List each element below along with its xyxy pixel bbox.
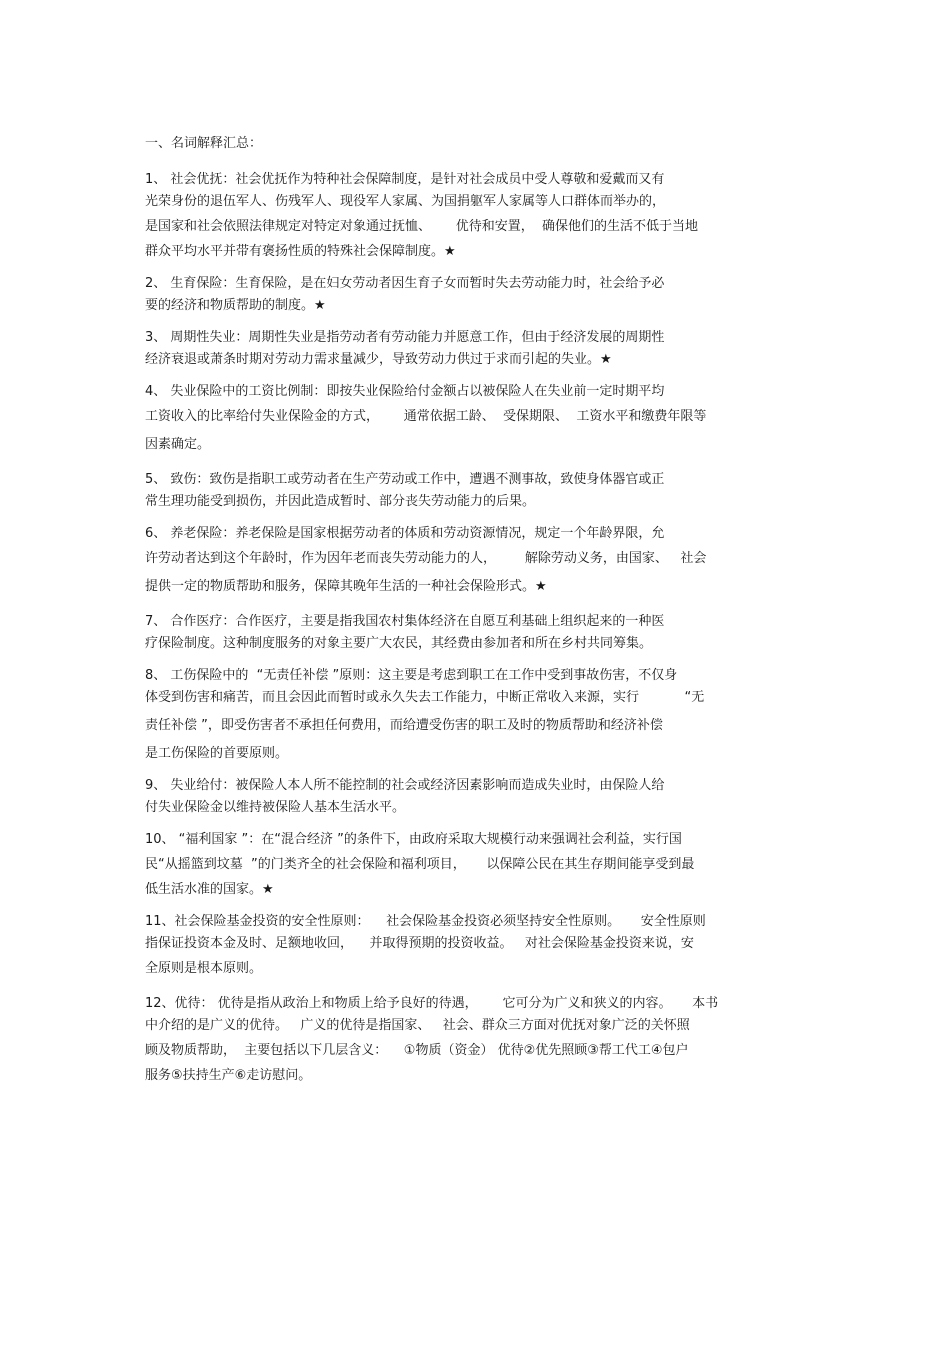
definition-entry-5 bbox=[145, 469, 815, 513]
definition-entry-11 bbox=[145, 911, 815, 983]
entry-line: 全原则是根本原则。 bbox=[145, 961, 263, 976]
entry-line: 光荣身份的退伍军人、伤残军人、现役军人家属、为国捐躯军人家属等人口群体而举办的， bbox=[145, 194, 666, 209]
entry-line: 要的经济和物质帮助的制度。★ bbox=[145, 298, 326, 313]
entry-line: 民“从摇篮到坟墓 ”的门类齐全的社会保险和福利项目， 以保障公民在其生存期间能享受到最 bbox=[145, 857, 695, 872]
entry-line: 是国家和社会依照法律规定对特定对象通过抚恤、 优待和安置， 确保他们的生活不低于当地 bbox=[145, 219, 699, 234]
entry-line: 体受到伤害和痛苦，而且会因此而暂时或永久失去工作能力，中断正常收入来源，实行 “无 bbox=[145, 690, 705, 705]
entry-line: 3、 周期性失业：周期性失业是指劳动者有劳动能力并愿意工作，但由于经济发展的周期性 bbox=[145, 330, 665, 345]
entry-line: 6、 养老保险：养老保险是国家根据劳动者的体质和劳动资源情况，规定一个年龄界限，允 bbox=[145, 526, 665, 541]
entry-line: 12、优待： 优待是指从政治上和物质上给予良好的待遇， 它可分为广义和狭义的内容。 本书 bbox=[145, 996, 719, 1011]
definition-entry-4 bbox=[145, 381, 815, 459]
entry-line: 2、 生育保险：生育保险，是在妇女劳动者因生育子女而暂时失去劳动能力时，社会给予必 bbox=[145, 276, 665, 291]
entry-line: 付失业保险金以维持被保险人基本生活水平。 bbox=[145, 800, 406, 815]
entry-line: 疗保险制度。这种制度服务的对象主要广大农民，其经费由参加者和所在乡村共同筹集。 bbox=[145, 636, 653, 651]
entry-line: 10、 “福利国家 ”：在“混合经济 ”的条件下，由政府采取大规模行动来强调社会利益，实行国 bbox=[145, 832, 682, 847]
entry-line: 9、 失业给付：被保险人本人所不能控制的社会或经济因素影响而造成失业时，由保险人给 bbox=[145, 778, 665, 793]
definition-entry-9 bbox=[145, 775, 815, 819]
definition-entry-7 bbox=[145, 611, 815, 655]
document-body bbox=[145, 133, 815, 1097]
entry-line: 许劳动者达到这个年龄时，作为因年老而丧失劳动能力的人， 解除劳动义务，由国家、 社会 bbox=[145, 551, 707, 566]
entry-line: 因素确定。 bbox=[145, 437, 211, 452]
definition-entry-6 bbox=[145, 523, 815, 601]
entry-line: 是工伤保险的首要原则。 bbox=[145, 746, 289, 761]
entry-line: 1、 社会优抚：社会优抚作为特种社会保障制度，是针对社会成员中受人尊敬和爱戴而又有 bbox=[145, 172, 665, 187]
entry-line: 指保证投资本金及时、足额地收回， 并取得预期的投资收益。 对社会保险基金投资来说，安 bbox=[145, 936, 694, 951]
entry-line: 低生活水准的国家。★ bbox=[145, 882, 274, 897]
definition-entry-1 bbox=[145, 169, 815, 263]
entry-line: 顾及物质帮助， 主要包括以下几层含义： ①物质（资金） 优待②优先照顾③帮工代工④包户 bbox=[145, 1043, 689, 1058]
entry-line: 责任补偿 ”，即受伤害者不承担任何费用，而给遭受伤害的职工及时的物质帮助和经济补偿 bbox=[145, 718, 663, 733]
entry-line: 7、 合作医疗：合作医疗，主要是指我国农村集体经济在自愿互利基础上组织起来的一种医 bbox=[145, 614, 665, 629]
entry-line: 服务⑤扶持生产⑥走访慰问。 bbox=[145, 1068, 312, 1083]
section-heading: 一、名词解释汇总： bbox=[145, 136, 263, 151]
entry-line: 5、 致伤：致伤是指职工或劳动者在生产劳动或工作中，遭遇不测事故，致使身体器官或正 bbox=[145, 472, 665, 487]
entry-line: 11、社会保险基金投资的安全性原则： 社会保险基金投资必须坚持安全性原则。 安全性原则 bbox=[145, 914, 706, 929]
definition-entry-2 bbox=[145, 273, 815, 317]
entry-line: 群众平均水平并带有褒扬性质的特殊社会保障制度。★ bbox=[145, 244, 456, 259]
definition-entry-3 bbox=[145, 327, 815, 371]
entry-line: 提供一定的物质帮助和服务，保障其晚年生活的一种社会保险形式。★ bbox=[145, 579, 547, 594]
definition-entry-10 bbox=[145, 829, 815, 901]
entry-line: 8、 工伤保险中的 “无责任补偿 ”原则：这主要是考虑到职工在工作中受到事故伤害，不仅身 bbox=[145, 668, 678, 683]
definition-entry-8 bbox=[145, 665, 815, 765]
entry-line: 中介绍的是广义的优待。 广义的优待是指国家、 社会、群众三方面对优抚对象广泛的关怀照 bbox=[145, 1018, 690, 1033]
entry-line: 4、 失业保险中的工资比例制：即按失业保险给付金额占以被保险人在失业前一定时期平均 bbox=[145, 384, 665, 399]
definition-entry-12 bbox=[145, 993, 815, 1087]
entry-line: 经济衰退或萧条时期对劳动力需求量减少，导致劳动力供过于求而引起的失业。★ bbox=[145, 352, 612, 367]
entry-line: 工资收入的比率给付失业保险金的方式， 通常依据工龄、 受保期限、 工资水平和缴费年限等 bbox=[145, 409, 707, 424]
entry-line: 常生理功能受到损伤，并因此造成暂时、部分丧失劳动能力的后果。 bbox=[145, 494, 536, 509]
